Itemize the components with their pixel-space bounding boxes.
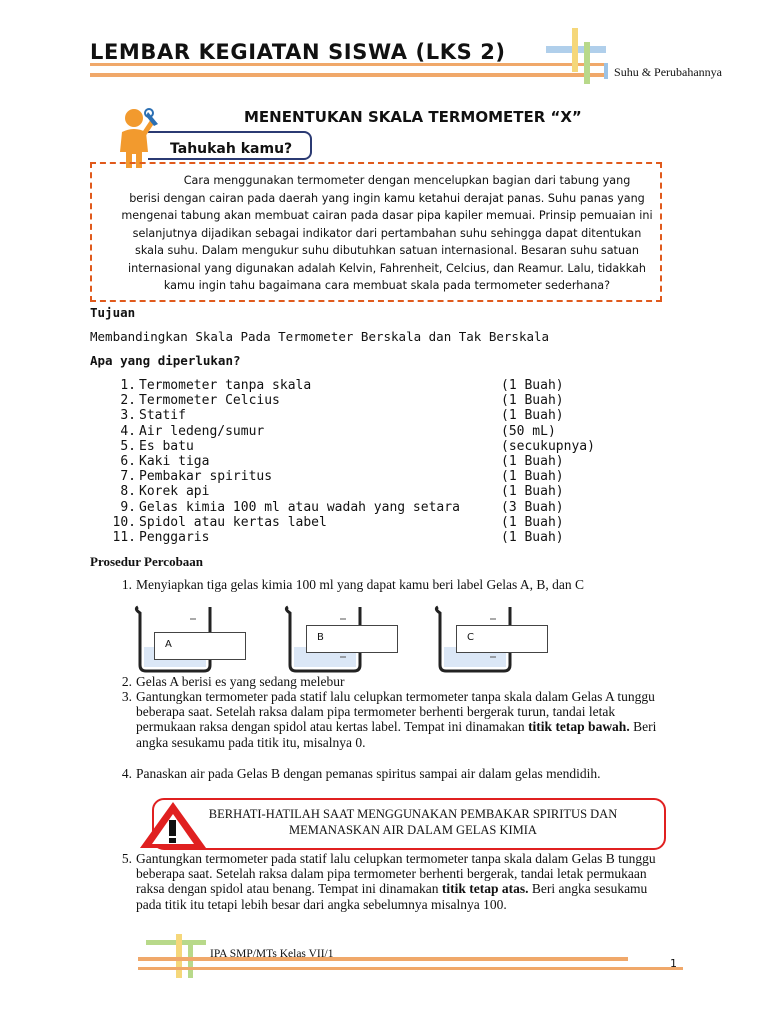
item-quantity: (1 Buah) — [501, 378, 564, 393]
tujuan-heading: Tujuan — [90, 305, 136, 320]
materials-heading: Apa yang diperlukan? — [90, 353, 241, 368]
warning-text — [178, 806, 648, 838]
item-name: Termometer tanpa skala — [139, 378, 312, 393]
step-text — [136, 689, 658, 750]
item-number: 7. — [120, 469, 136, 485]
step-text: Gelas A berisi es yang sedang melebur — [136, 674, 345, 689]
beaker-label-c: C — [456, 625, 548, 653]
step-text: Menyiapkan tiga gelas kimia 100 ml yang dapat kamu beri label Gelas A, B, dan C — [136, 577, 585, 592]
item-number: 2. — [120, 393, 136, 409]
item-quantity: (1 Buah) — [501, 469, 564, 485]
item-name: Spidol atau kertas label — [139, 514, 327, 530]
item-quantity: (50 mL) — [501, 423, 556, 439]
step-text: Panaskan air pada Gelas B dengan pemanas spiritus sampai air dalam gelas mendidih. — [136, 766, 601, 781]
item-number: 1. — [120, 378, 136, 393]
item-name: Penggaris — [139, 529, 210, 545]
item-name: Korek api — [139, 484, 210, 500]
footer-text: IPA SMP/MTs Kelas VII/1 — [210, 948, 334, 960]
item-number: 9. — [120, 499, 136, 515]
list-item — [112, 378, 632, 393]
item-quantity: (1 Buah) — [501, 393, 564, 409]
person-with-wrench-icon — [112, 104, 162, 170]
header-topic: Suhu & Perubahannya — [614, 65, 722, 79]
beaker-label-b: B — [306, 625, 398, 653]
warning-line: MEMANASKAN AIR DALAM GELAS KIMIA — [289, 823, 537, 837]
item-number: 10. — [112, 514, 136, 530]
item-name: Termometer Celcius — [139, 393, 280, 409]
item-number: 8. — [120, 484, 136, 500]
step-number: 5. — [121, 851, 132, 866]
tahukah-label: Tahukah kamu? — [170, 141, 293, 157]
info-line: berisi dengan cairan pada daerah yang ingin kamu ketahui derajat panas. Suhu panas yang — [129, 191, 645, 205]
tujuan-text: Membandingkan Skala Pada Termometer Berskala dan Tak Berskala — [90, 329, 550, 344]
list-item — [112, 484, 632, 499]
item-name: Es batu — [139, 438, 194, 454]
page-number: 1 — [670, 957, 677, 970]
step-number: 2. — [121, 674, 132, 689]
item-name: Pembakar spiritus — [139, 469, 273, 485]
step-number: 4. — [121, 766, 132, 781]
list-item — [112, 469, 632, 484]
item-number: 6. — [120, 453, 136, 469]
info-paragraph — [98, 172, 676, 295]
section-title: MENENTUKAN SKALA TERMOMETER “X” — [244, 108, 582, 126]
step-text — [136, 851, 658, 912]
item-quantity: (1 Buah) — [501, 453, 564, 469]
list-item — [112, 515, 632, 530]
procedure-heading: Prosedur Percobaan — [90, 554, 204, 569]
list-item — [112, 439, 632, 454]
item-quantity: (1 Buah) — [501, 484, 564, 500]
info-line: kamu ingin tahu bagaimana cara membuat skala pada termometer sederhana? — [163, 279, 611, 292]
beaker-label-a: A — [154, 632, 246, 660]
item-quantity: (3 Buah) — [501, 499, 564, 515]
item-number: 3. — [120, 408, 136, 424]
item-name: Kaki tiga — [139, 453, 210, 469]
item-quantity: (1 Buah) — [501, 408, 564, 424]
step-text-part: Gantungkan termometer pada statif lalu celupkan termometer tanpa skala dalam Gelas A tunggu beberapa saat. Setelah raksa dalam pipa termometer berhenti bergerak turun, tandai letak permukaan raksa dengan spidol atau kertas label. Tempat ini dinamakan — [136, 689, 655, 735]
list-item — [112, 424, 632, 439]
list-item — [112, 454, 632, 469]
step-text-part: Beri angka sesukamu pada titik itu, misalnya 0. — [136, 719, 657, 750]
footer-decoration — [0, 930, 768, 990]
item-number: 11. — [112, 529, 136, 545]
info-line: Cara menggunakan termometer dengan mencelupkan bagian dari tabung yang — [183, 174, 631, 187]
item-number: 5. — [120, 438, 136, 454]
info-line: skala suhu. Dalam mengukur suhu dibutuhkan satuan internasional. Besaran suhu satuan — [135, 244, 639, 257]
step-number: 3. — [121, 689, 132, 704]
list-item — [112, 408, 632, 423]
info-line: internasional yang digunakan adalah Kelvin, Fahrenheit, Celcius, dan Reamur. Lalu, tidakkah — [128, 261, 646, 275]
list-item — [112, 500, 632, 515]
item-name: Gelas kimia 100 ml atau wadah yang setara — [139, 499, 460, 515]
item-quantity: (1 Buah) — [501, 529, 564, 545]
list-item — [112, 530, 632, 545]
item-number: 4. — [120, 423, 136, 439]
info-line: mengenai tabung akan membuat cairan pada dasar pipa kapiler memuai. Prinsip pemuaian ini — [121, 209, 653, 222]
document-title: LEMBAR KEGIATAN SISWA (LKS 2) — [90, 40, 506, 64]
step-emphasis: titik tetap bawah. — [528, 719, 630, 735]
warning-line: BERHATI-HATILAH SAAT MENGGUNAKAN PEMBAKAR SPIRITUS DAN — [208, 807, 618, 821]
info-line: selanjutnya dijadikan sebagai indikator dari pertambahan suhu sehingga dapat ditentukan — [132, 226, 642, 240]
step-text-part: Gantungkan termometer pada statif lalu celupkan termometer tanpa skala dalam Gelas B tunggu beberapa saat. Setelah raksa dalam pipa termometer berhenti bergerak, tandai letak permukaan raksa dengan spidol atau benang. Tempat ini dinamakan — [136, 851, 656, 897]
step-number: 1. — [121, 577, 132, 592]
item-name: Air ledeng/sumur — [139, 423, 265, 439]
item-name: Statif — [139, 408, 186, 424]
item-quantity: (1 Buah) — [501, 514, 564, 530]
materials-list — [112, 378, 632, 545]
step-text-part: Beri angka sesukamu pada titik itu tetapi lebih besar dari angka sebelumnya misalnya 100. — [136, 881, 648, 912]
step-emphasis: titik tetap atas. — [441, 881, 529, 897]
list-item — [112, 393, 632, 408]
item-quantity: (secukupnya) — [501, 438, 595, 454]
